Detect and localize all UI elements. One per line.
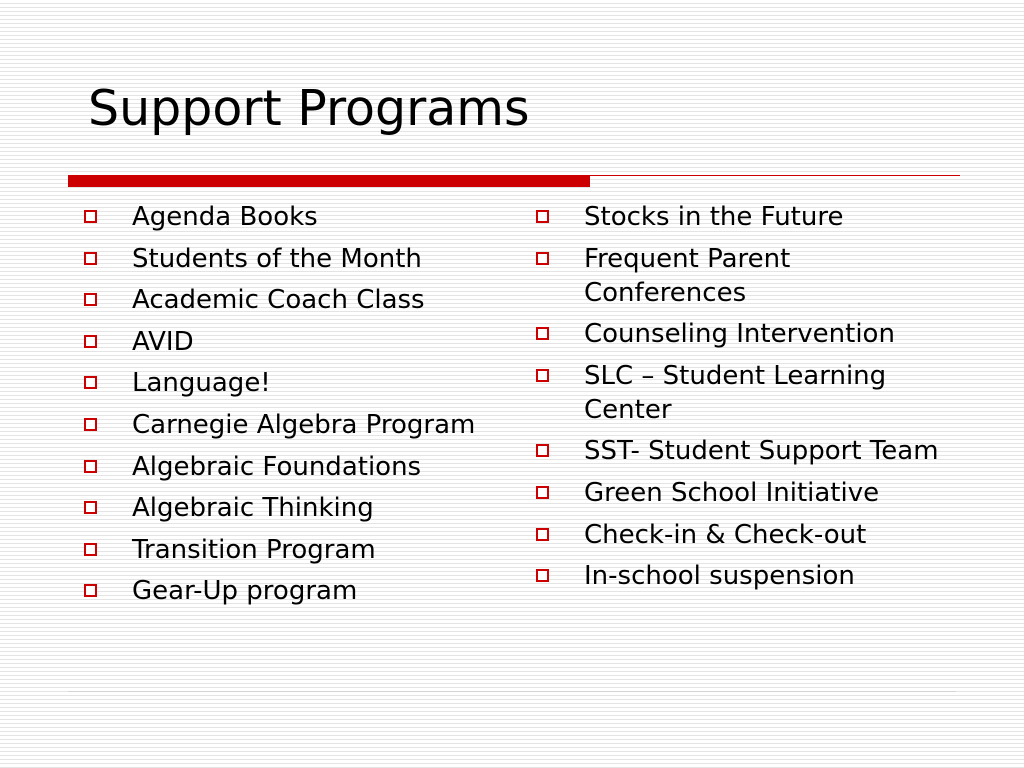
list-item <box>82 533 512 567</box>
list-item-text: In-school suspension <box>584 561 855 592</box>
list-item-text: Students of the Month <box>132 243 422 274</box>
list-item <box>534 317 944 351</box>
slide-title: Support Programs <box>88 80 530 137</box>
hollow-square-icon <box>84 501 97 514</box>
hollow-square-icon <box>536 444 549 457</box>
list-item <box>82 450 512 484</box>
hollow-square-icon <box>536 210 549 223</box>
hollow-square-icon <box>84 252 97 265</box>
hollow-square-icon <box>84 584 97 597</box>
list-item <box>534 476 944 510</box>
left-bullet-list <box>82 200 512 616</box>
list-item <box>82 408 512 442</box>
list-item <box>534 518 944 552</box>
list-item <box>82 200 512 234</box>
hollow-square-icon <box>84 418 97 431</box>
list-item <box>534 200 944 234</box>
title-underline-thick <box>68 176 590 187</box>
hollow-square-icon <box>536 528 549 541</box>
bottom-divider <box>68 691 956 692</box>
hollow-square-icon <box>536 569 549 582</box>
list-item-text: Stocks in the Future <box>584 202 844 232</box>
hollow-square-icon <box>84 460 97 473</box>
list-item-text: Algebraic Thinking <box>132 493 374 524</box>
list-item-text: Algebraic Foundations <box>132 451 422 482</box>
hollow-square-icon <box>84 293 97 306</box>
list-item-text: AVID <box>132 326 194 357</box>
list-item-text: Carnegie Algebra Program <box>132 409 476 440</box>
list-item <box>82 491 512 525</box>
list-item-text: Frequent Parent Conferences <box>584 243 791 308</box>
list-item-text: Check-in & Check-out <box>584 519 867 550</box>
list-item-text: Counseling Intervention <box>584 319 895 350</box>
list-item <box>534 434 944 468</box>
hollow-square-icon <box>84 543 97 556</box>
list-item-text: SLC – Student Learning Center <box>584 360 887 425</box>
list-item <box>534 242 944 310</box>
hollow-square-icon <box>536 369 549 382</box>
list-item-text: Gear-Up program <box>132 576 358 607</box>
list-item-text: SST- Student Support Team <box>584 436 939 467</box>
list-item <box>82 283 512 317</box>
list-item <box>82 366 512 400</box>
list-item-text: Green School Initiative <box>584 477 880 508</box>
list-item <box>82 325 512 359</box>
hollow-square-icon <box>536 327 549 340</box>
hollow-square-icon <box>84 376 97 389</box>
right-bullet-list <box>534 200 944 601</box>
list-item-text: Transition Program <box>132 534 376 565</box>
list-item-text: Agenda Books <box>132 202 318 232</box>
list-item <box>82 574 512 608</box>
hollow-square-icon <box>84 335 97 348</box>
list-item-text: Academic Coach Class <box>132 285 425 316</box>
list-item <box>534 359 944 427</box>
hollow-square-icon <box>84 210 97 223</box>
hollow-square-icon <box>536 252 549 265</box>
list-item-text: Language! <box>132 368 271 399</box>
hollow-square-icon <box>536 486 549 499</box>
list-item <box>82 242 512 276</box>
list-item <box>534 559 944 593</box>
